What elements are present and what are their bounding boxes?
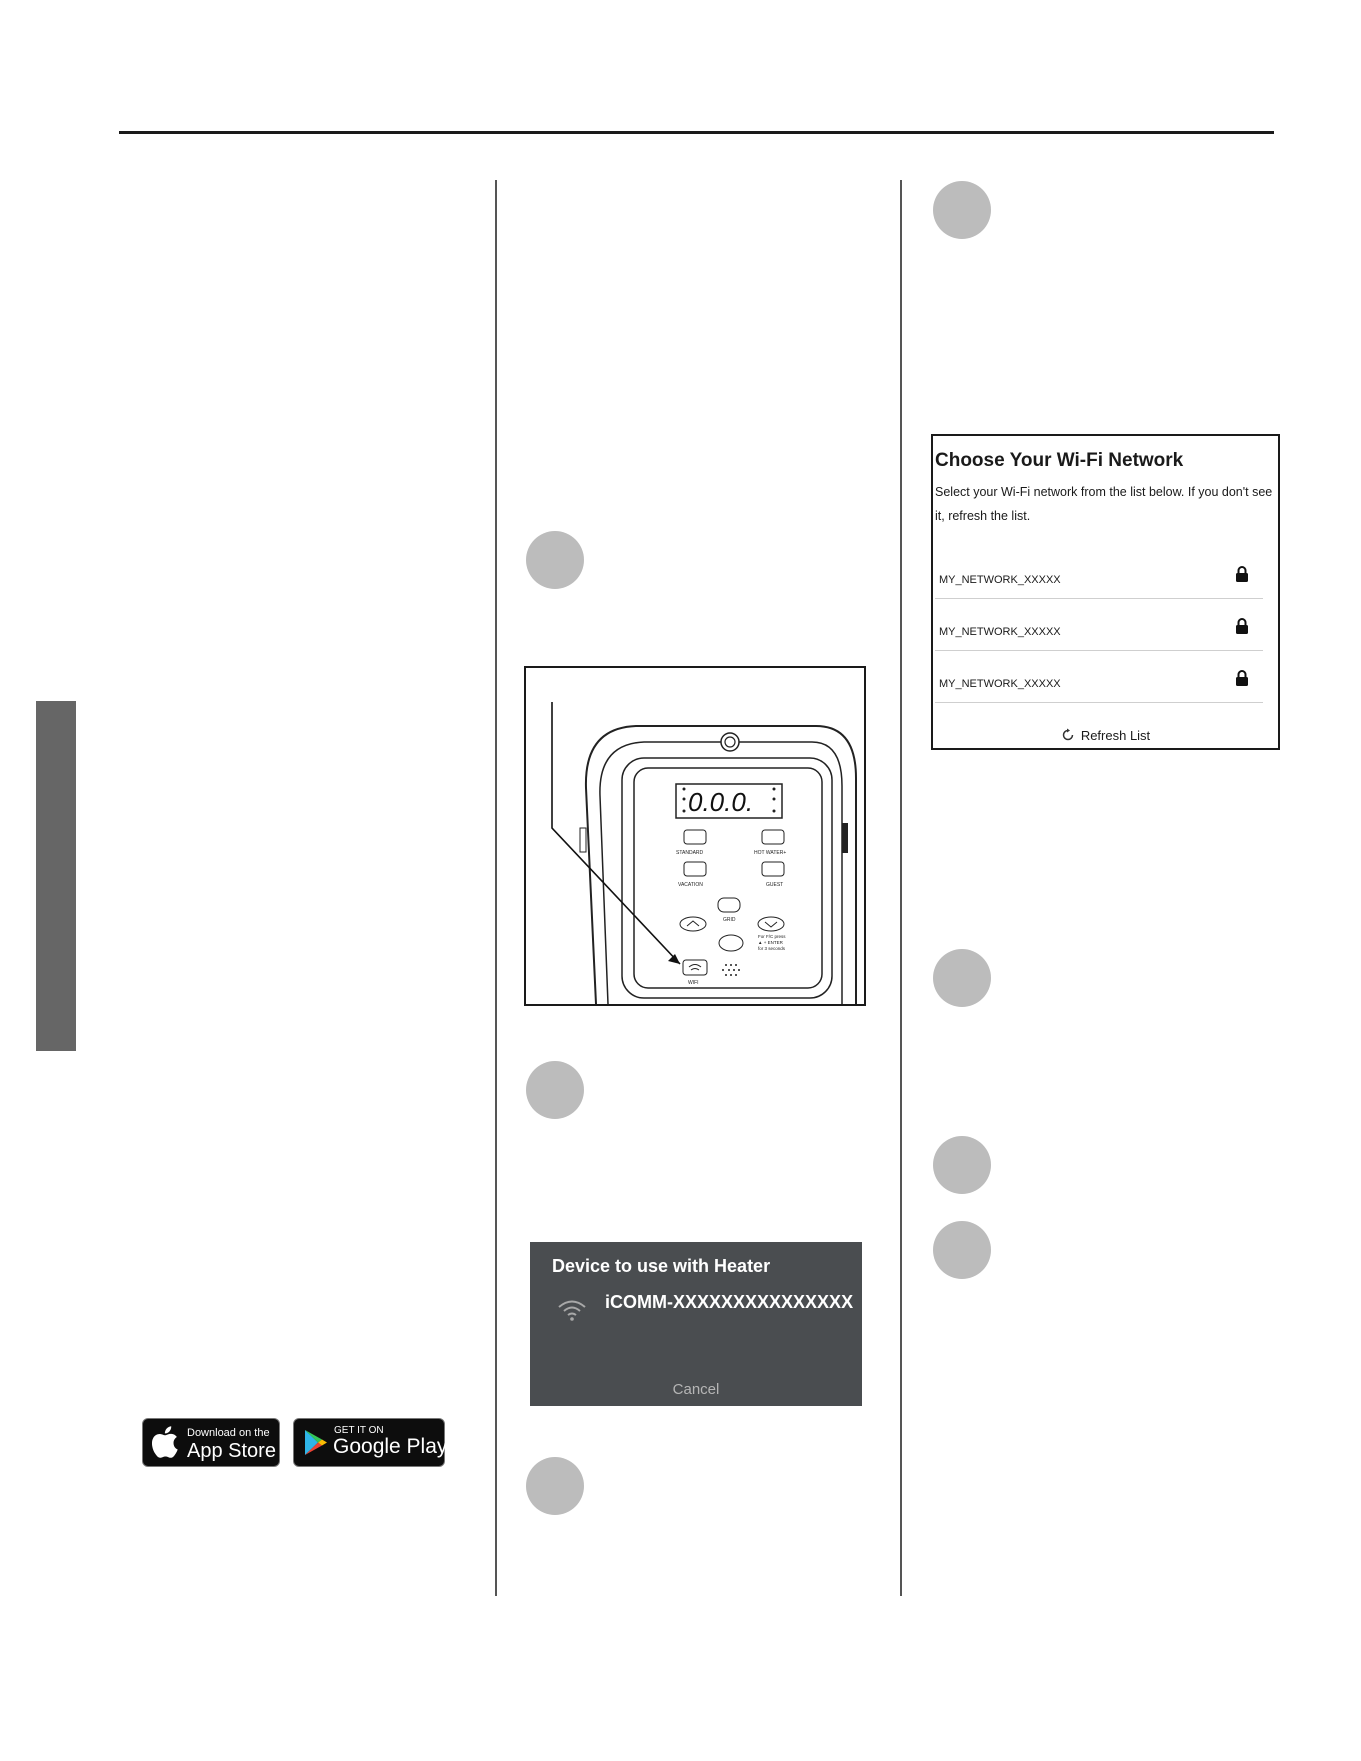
button-label-vacation: VACATION bbox=[678, 882, 703, 888]
heater-panel-figure bbox=[524, 666, 866, 1006]
google-play-badge[interactable] bbox=[293, 1418, 448, 1467]
step-circle bbox=[933, 949, 991, 1007]
wifi-chooser-title: Choose Your Wi-Fi Network bbox=[935, 450, 1184, 471]
wifi-chooser bbox=[931, 434, 1280, 750]
refresh-list-label: Refresh List bbox=[1080, 728, 1151, 743]
wifi-chooser-description: Select your Wi-Fi network from the list below. If you don't see it, refresh the list. bbox=[935, 485, 1273, 523]
step-circle bbox=[933, 1136, 991, 1194]
top-rule bbox=[119, 131, 1274, 134]
hint-line-2: ▲ + ENTER bbox=[758, 940, 783, 945]
app-store-badge[interactable] bbox=[142, 1418, 280, 1467]
wifi-network-row[interactable] bbox=[935, 650, 1263, 703]
wifi-network-row[interactable] bbox=[935, 598, 1263, 651]
step-circle bbox=[933, 1221, 991, 1279]
hint-line-3: for 3 seconds bbox=[758, 946, 786, 951]
wifi-network-row[interactable] bbox=[935, 546, 1263, 599]
device-ssid[interactable]: iCOMM-XXXXXXXXXXXXXXX bbox=[605, 1292, 854, 1312]
heater-panel-drawing bbox=[526, 668, 864, 1004]
button-label-hot-water: HOT WATER+ bbox=[754, 850, 787, 856]
network-name: MY_NETWORK_XXXXX bbox=[939, 678, 1061, 690]
play-triangle-icon bbox=[304, 1429, 328, 1456]
hint-line-1: For F/C press bbox=[758, 934, 786, 939]
lock-icon bbox=[1235, 670, 1249, 686]
column-divider-left bbox=[495, 180, 497, 1596]
app-store-main-line: App Store bbox=[187, 1440, 276, 1462]
display-readout: 0.0.0. bbox=[688, 787, 754, 817]
network-name: MY_NETWORK_XXXXX bbox=[939, 574, 1061, 586]
google-play-top-line: GET IT ON bbox=[334, 1425, 384, 1436]
button-label-guest: GUEST bbox=[766, 882, 784, 888]
button-label-standard: STANDARD bbox=[676, 850, 704, 856]
network-name: MY_NETWORK_XXXXX bbox=[939, 626, 1061, 638]
button-label-grid: GRID bbox=[723, 917, 736, 923]
apple-icon bbox=[152, 1426, 178, 1458]
refresh-list-button[interactable] bbox=[933, 728, 1278, 743]
google-play-main-line: Google Play bbox=[333, 1435, 448, 1458]
lock-icon bbox=[1235, 566, 1249, 582]
wifi-icon bbox=[557, 1298, 587, 1322]
lock-icon bbox=[1235, 618, 1249, 634]
cancel-button[interactable]: Cancel bbox=[672, 1381, 720, 1398]
step-circle bbox=[526, 1457, 584, 1515]
refresh-icon bbox=[1061, 728, 1075, 742]
side-tab bbox=[36, 701, 76, 1051]
column-divider-right bbox=[900, 180, 902, 1596]
step-circle bbox=[933, 181, 991, 239]
step-circle bbox=[526, 1061, 584, 1119]
step-circle bbox=[526, 531, 584, 589]
device-dialog-title: Device to use with Heater bbox=[552, 1256, 771, 1276]
device-dialog bbox=[530, 1242, 862, 1406]
button-label-wifi: WIFI bbox=[688, 980, 699, 986]
app-store-top-line: Download on the bbox=[187, 1427, 270, 1439]
